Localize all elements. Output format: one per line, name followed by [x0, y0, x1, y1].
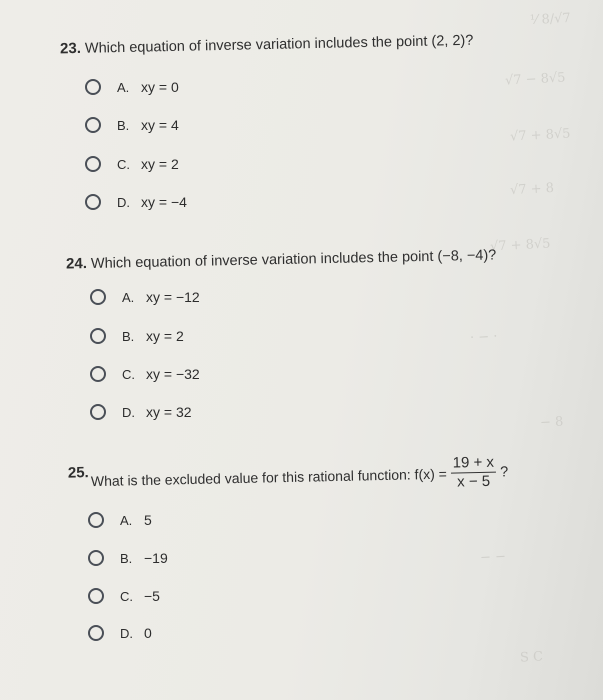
bleed-through-mark: · − · — [469, 329, 498, 346]
q23-option-b[interactable] — [85, 117, 179, 133]
option-letter: B. — [122, 328, 135, 344]
radio-button[interactable] — [90, 328, 106, 344]
radio-button[interactable] — [85, 79, 101, 95]
radio-button[interactable] — [90, 366, 106, 382]
radio-button[interactable] — [88, 625, 104, 641]
q23-option-d[interactable] — [85, 194, 187, 210]
option-text: xy = 4 — [141, 117, 179, 133]
option-letter: D. — [117, 194, 130, 210]
q25-option-a[interactable] — [88, 512, 152, 528]
option-letter: C. — [120, 588, 133, 604]
option-letter: D. — [120, 625, 133, 641]
radio-button[interactable] — [88, 588, 104, 604]
radio-button[interactable] — [90, 289, 106, 305]
option-letter: A. — [117, 79, 130, 95]
radio-button[interactable] — [88, 512, 104, 528]
option-text: xy = −12 — [146, 289, 200, 305]
fraction-denominator: x − 5 — [457, 472, 491, 491]
bleed-through-mark: √7 + 8√5 — [509, 126, 571, 145]
bleed-through-mark: √7 + 8√5 — [489, 236, 551, 255]
option-text: xy = 2 — [146, 328, 184, 344]
option-letter: A. — [120, 512, 133, 528]
option-text: −5 — [144, 588, 160, 604]
question-text: What is the excluded value for this rational function: f(x) = — [90, 465, 448, 489]
question-mark: ? — [499, 463, 509, 481]
fraction-numerator: 19 + x — [450, 454, 496, 474]
radio-button[interactable] — [85, 156, 101, 172]
question-23-title — [60, 32, 474, 58]
q23-option-c[interactable] — [85, 156, 179, 172]
option-text: xy = 0 — [141, 79, 179, 95]
option-text: −19 — [144, 550, 168, 566]
question-number: 23. — [59, 39, 82, 58]
question-number: 25. — [67, 464, 89, 482]
q24-option-d[interactable] — [90, 404, 192, 420]
radio-button[interactable] — [85, 194, 101, 210]
bleed-through-mark: S C — [519, 649, 544, 666]
option-text: xy = 32 — [146, 404, 192, 420]
q25-option-c[interactable] — [88, 588, 160, 604]
option-letter: B. — [117, 117, 130, 133]
q24-option-b[interactable] — [90, 328, 184, 344]
q25-option-b[interactable] — [88, 550, 168, 566]
option-text: xy = 2 — [141, 156, 179, 172]
q24-option-a[interactable] — [90, 289, 200, 305]
option-letter: B. — [120, 550, 133, 566]
q25-option-d[interactable] — [88, 625, 152, 641]
bleed-through-mark: ⅟ 8/√7 — [529, 10, 572, 29]
question-number: 24. — [65, 255, 88, 273]
option-letter: D. — [122, 404, 135, 420]
radio-button[interactable] — [90, 404, 106, 420]
option-text: 5 — [144, 512, 152, 528]
option-text: xy = −32 — [146, 366, 200, 382]
bleed-through-mark: − − — [479, 549, 507, 566]
rational-function-fraction — [450, 454, 496, 492]
bleed-through-mark: √7 − 8√5 — [504, 70, 566, 89]
question-24-title — [66, 246, 497, 272]
option-letter: C. — [117, 156, 130, 172]
option-text: 0 — [144, 625, 152, 641]
option-letter: C. — [122, 366, 135, 382]
q24-option-c[interactable] — [90, 366, 200, 382]
option-letter: A. — [122, 289, 135, 305]
option-text: xy = −4 — [141, 194, 187, 210]
question-text: Which equation of inverse variation includes the point (−8, −4)? — [90, 247, 497, 272]
bleed-through-mark: − 8 — [539, 414, 564, 431]
q23-option-a[interactable] — [85, 79, 179, 95]
question-text: Which equation of inverse variation includes the point (2, 2)? — [84, 32, 474, 57]
question-25-title — [68, 453, 509, 499]
bleed-through-mark: √7 + 8 — [509, 180, 555, 199]
radio-button[interactable] — [85, 117, 101, 133]
radio-button[interactable] — [88, 550, 104, 566]
